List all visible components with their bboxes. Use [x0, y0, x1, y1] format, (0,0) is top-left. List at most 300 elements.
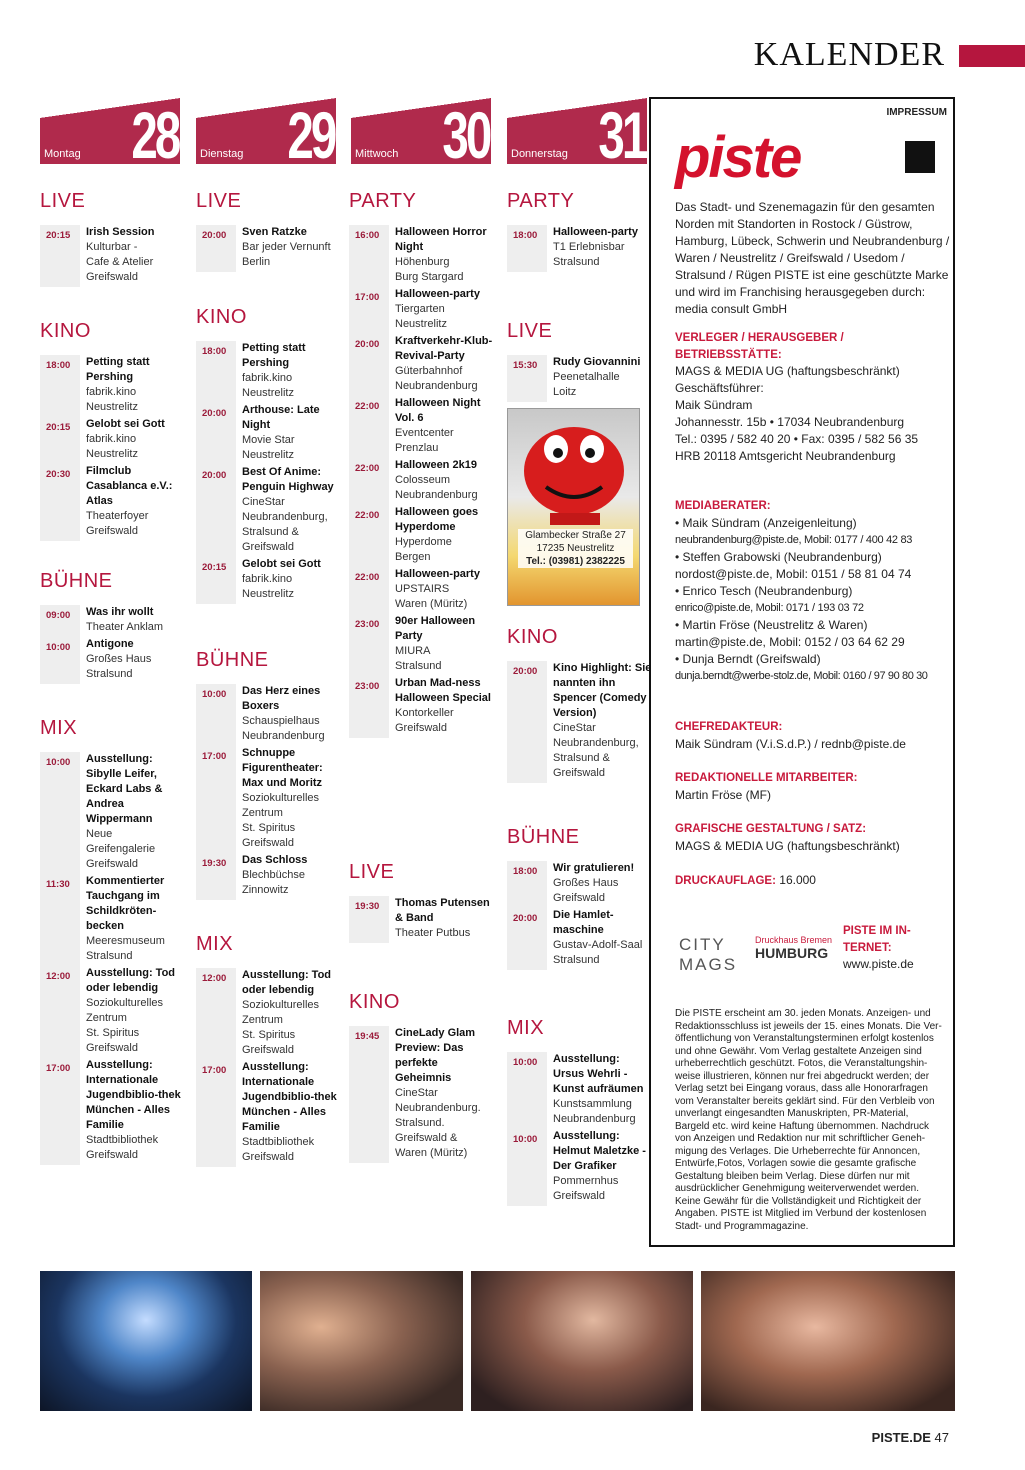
event-entry [507, 1129, 652, 1206]
day-name: Montag [44, 148, 81, 160]
event-entry [349, 567, 494, 614]
event-title: Halloween Night Vol. 6 [395, 397, 481, 424]
event-venue-line: CineStar [395, 1087, 438, 1099]
line: • Martin Fröse (Neustrelitz & Waren) [675, 618, 868, 632]
event-title: Sven Ratzke [242, 226, 307, 238]
day-name: Mittwoch [355, 148, 399, 160]
event-entry [349, 396, 494, 458]
event-body [80, 417, 185, 464]
event-body [389, 334, 494, 396]
section [507, 320, 652, 402]
event-time: 10:00 [40, 752, 80, 874]
event-time: 18:00 [196, 341, 236, 403]
event-venue-line: Neubrandenburg [395, 489, 478, 501]
event-venue-line: Kunstsammlung [553, 1098, 632, 1110]
redaktion-text: Martin Fröse (MF) [675, 788, 771, 802]
event-venue-line: Zentrum [242, 807, 283, 819]
event-time: 15:30 [507, 355, 547, 402]
day-number: 29 [286, 98, 334, 164]
event-time: 20:00 [507, 661, 547, 783]
event-body [236, 853, 341, 900]
event-venue-line: Soziokulturelles [242, 999, 320, 1011]
event-body [547, 661, 652, 783]
druckhaus-brand: HUMBURG [755, 945, 829, 961]
section-heading: MIX [196, 933, 234, 955]
event-body [80, 605, 185, 637]
event-venue-line: Kontorkeller [395, 707, 454, 719]
event-entry [507, 355, 652, 402]
event-entry [40, 1058, 185, 1165]
event-title: Gelobt sei Gott [86, 418, 165, 430]
event-venue-line: Theaterfoyer [86, 510, 149, 522]
event-venue-line: Theater Putbus [395, 927, 471, 939]
event-entry [196, 341, 341, 403]
event-body [80, 355, 185, 417]
internet-url[interactable]: www.piste.de [843, 957, 914, 971]
event-venue-line: Tiergarten [395, 303, 445, 315]
section-heading: KINO [507, 626, 558, 648]
section [507, 190, 652, 272]
event-entry [196, 403, 341, 465]
event-time: 17:00 [196, 1060, 236, 1167]
event-entry [507, 908, 652, 970]
event-title: Halloween-party [395, 288, 480, 300]
line: • Maik Sündram (Anzeigenleitung) [675, 516, 857, 530]
event-time: 20:00 [507, 908, 547, 970]
event-body [80, 464, 185, 541]
event-venue-line: Waren (Müritz) [395, 598, 468, 610]
internet-block [843, 922, 948, 972]
event-body [80, 1058, 185, 1165]
event-venue-line: Hyperdome [395, 536, 452, 548]
event-time: 18:00 [40, 355, 80, 417]
event-entry [196, 746, 341, 853]
event-venue-line: Greifswald [242, 541, 294, 553]
event-body [236, 1060, 341, 1167]
day-name: Donnerstag [511, 148, 568, 160]
event-time: 12:00 [196, 968, 236, 1060]
event-venue-line: Greifswald [553, 1190, 605, 1202]
event-body [547, 908, 652, 970]
event-venue-line: Zinnowitz [242, 884, 289, 896]
event-time: 17:00 [196, 746, 236, 853]
section [196, 306, 341, 604]
line: • Dunja Berndt (Greifswald) [675, 652, 821, 666]
event-title: Petting statt Pershing [86, 356, 150, 383]
event-venue-line: Höhenburg [395, 256, 450, 268]
event-venue-line: Burg Stargard [395, 271, 464, 283]
event-venue-line: Greifswald [86, 525, 138, 537]
event-body [236, 746, 341, 853]
event-venue-line: Stadtbibliothek [242, 1136, 315, 1148]
event-body [236, 225, 341, 272]
email-line[interactable]: enrico@piste.de, Mobil: 0171 / 193 03 72 [675, 602, 864, 614]
event-title: Ausstellung: Internationale Jugendbiblio-thek München - Alles Familie [242, 1061, 337, 1133]
event-time: 23:00 [349, 676, 389, 738]
legal-text: Die PISTE erscheint am 30. jeden Monats. Anzeigen- und Redaktionsschluss ist jeweils der 15. eines Monats. Die Ver-öffentlichung von Veranstaltungsterminen erfolgt kostenlos und ohne Gewähr. Vom Verlag gestaltete Anzeigen sind urheberrechtlich geschützt. Fotos, die Veranstaltungshin-weise illustrieren, können nur frei abgedruckt werden; der Verlag setzt bei Eingang voraus, dass alle Honorarfragen vom Veranstalter bereits geklärt sind. Für den Verbleib von unverlangt eingesandten Manuskripten, PR-Material, Bargeld etc. wird keine Haftung übernommen. Nachdruck von Anzeigen und Redaktion nur mit schriftlicher Geneh-migung des Verlages. Die Urheberrechte für Annoncen, Entwürfe,Fotos, Vorlagen sowie die gesamte grafische Gestaltung bleiben beim Verlag. Diese dürfen nur mit ausdrücklicher Genehmigung weiterverwendet werden. Keine Gewähr für die Vollständigkeit und Richtigkeit der Angaben. PISTE ist Mitglied im Verbund der kostenlosen Stadt- und Programmagazine. [675, 1008, 942, 1232]
event-time: 22:00 [349, 458, 389, 505]
section-heading: LIVE [349, 861, 395, 883]
event-entry [196, 853, 341, 900]
event-venue-line: Greifswald [395, 722, 447, 734]
event-title: Antigone [86, 638, 134, 650]
event-time: 12:00 [40, 966, 80, 1058]
page-footer [872, 1430, 949, 1445]
event-entry [40, 605, 185, 637]
event-venue-line: Greifswald [553, 892, 605, 904]
page-number: 47 [934, 1430, 949, 1445]
event-time: 20:15 [196, 557, 236, 604]
event-entry [40, 464, 185, 541]
event-title: Ausstellung: Tod oder lebendig [242, 969, 332, 996]
section [507, 626, 652, 783]
internet-label: PISTE IM IN-TERNET: [843, 925, 911, 954]
photo-two-women [260, 1271, 463, 1411]
event-venue-line: Greifswald [242, 837, 294, 849]
section [507, 826, 652, 970]
event-time: 17:00 [40, 1058, 80, 1165]
section [349, 190, 494, 738]
event-title: Kraftverkehr-Klub-Revival-Party [395, 335, 493, 362]
event-venue-line: Neubrandenburg, [242, 511, 328, 523]
event-time: 22:00 [349, 567, 389, 614]
event-venue-line: Stralsund [553, 954, 600, 966]
event-venue-line: UPSTAIRS [395, 583, 450, 595]
event-title: Halloween 2k19 [395, 459, 477, 471]
event-venue-line: Blechbüchse [242, 869, 305, 881]
event-venue-line: Neubrandenburg [395, 380, 478, 392]
event-venue-line: Meeresmuseum [86, 935, 165, 947]
event-body [547, 861, 652, 908]
day-number: 28 [130, 98, 178, 164]
photo-two-friends [701, 1271, 955, 1411]
event-body [236, 968, 341, 1060]
event-body [547, 355, 652, 402]
event-title: Filmclub Casablanca e.V.: Atlas [86, 465, 173, 507]
event-title: Ausstellung: Tod oder lebendig [86, 967, 176, 994]
event-time: 16:00 [349, 225, 389, 287]
event-venue-line: Greifswald & [395, 1132, 458, 1144]
chef-text: Maik Sündram (V.i.S.d.P.) / rednb@piste.de [675, 737, 906, 751]
event-body [389, 1026, 494, 1163]
section [196, 190, 341, 272]
event-title: Das Schloss [242, 854, 308, 866]
event-body [389, 896, 494, 943]
event-time: 10:00 [507, 1052, 547, 1129]
impressum-box [649, 97, 955, 1247]
event-entry [507, 1052, 652, 1129]
event-time: 20:00 [196, 225, 236, 272]
event-venue-line: Neubrandenburg [553, 1113, 636, 1125]
day-header-tuesday [196, 98, 336, 164]
event-body [236, 465, 341, 557]
event-title: Schnuppe Figurentheater: Max und Moritz [242, 747, 323, 789]
email-line[interactable]: neubrandenburg@piste.de, Mobil: 0177 / 400 42 83 [675, 534, 913, 546]
event-venue-line: Prenzlau [395, 442, 439, 454]
event-venue-line: Movie Star [242, 434, 295, 446]
event-body [80, 874, 185, 966]
email-line[interactable]: dunja.berndt@werbe-stolz.de, Mobil: 0160 / 97 90 80 30 [675, 670, 928, 682]
section [40, 320, 185, 541]
event-time: 20:00 [196, 403, 236, 465]
event-title: Irish Session [86, 226, 155, 238]
event-title: Ausstellung: Internationale Jugendbiblio-thek München - Alles Familie [86, 1059, 181, 1131]
event-title: Das Herz eines Boxers [242, 685, 321, 712]
event-venue-line: fabrik.kino [86, 386, 137, 398]
event-venue-line: Loitz [553, 386, 577, 398]
event-entry [40, 225, 185, 287]
event-title: Kommentierter Tauchgang im Schildkröten-becken [86, 875, 165, 932]
event-venue-line: Stralsund [86, 668, 133, 680]
event-venue-line: St. Spiritus [242, 1029, 296, 1041]
event-venue-line: Waren (Müritz) [395, 1147, 468, 1159]
event-title: Wir gratulieren! [553, 862, 635, 874]
event-venue-line: Kulturbar - [86, 241, 138, 253]
event-entry [349, 458, 494, 505]
event-title: Die Hamlet-maschine [553, 909, 614, 936]
section-heading: MIX [507, 1017, 545, 1039]
event-entry [40, 752, 185, 874]
event-venue-line: Zentrum [242, 1014, 283, 1026]
logo-city: CITY [679, 935, 726, 954]
druck-label: DRUCKAUFLAGE: [675, 875, 776, 887]
event-body [547, 225, 652, 272]
event-body [236, 341, 341, 403]
event-time: 22:00 [349, 396, 389, 458]
druckhaus-logo [755, 935, 833, 961]
day-name: Dienstag [200, 148, 244, 160]
section-heading: BÜHNE [40, 570, 113, 592]
page-title: KALENDER [753, 36, 945, 73]
event-title: 90er Halloween Party [395, 615, 476, 642]
event-title: Gelobt sei Gott [242, 558, 321, 570]
event-time: 20:15 [40, 225, 80, 287]
verleger-list [675, 363, 950, 465]
druck-value: 16.000 [779, 873, 816, 887]
event-venue-line: Neustrelitz [242, 449, 294, 461]
event-body [80, 752, 185, 874]
line: Maik Sündram [675, 398, 753, 412]
event-venue-line: Theater Anklam [86, 621, 164, 633]
section [507, 1017, 652, 1206]
event-entry [349, 676, 494, 738]
event-venue-line: CineStar [553, 722, 596, 734]
event-venue-line: Soziokulturelles [242, 792, 320, 804]
event-venue-line: Greifswald [242, 1151, 294, 1163]
section [40, 717, 185, 1165]
event-time: 11:30 [40, 874, 80, 966]
event-body [389, 458, 494, 505]
title-accent-bar [959, 45, 1025, 67]
line: Johannesstr. 15b • 17034 Neubrandenburg [675, 415, 905, 429]
line: • Enrico Tesch (Neubrandenburg) [675, 584, 853, 598]
event-time: 19:45 [349, 1026, 389, 1163]
event-venue-line: Stralsund & [553, 752, 610, 764]
line: Tel.: 0395 / 582 40 20 • Fax: 0395 / 582 56 35 [675, 432, 919, 446]
event-time: 19:30 [349, 896, 389, 943]
email-line[interactable]: martin@piste.de, Mobil: 0152 / 03 64 62 29 [675, 635, 905, 649]
event-entry [349, 334, 494, 396]
event-time: 20:15 [40, 417, 80, 464]
line: • Steffen Grabowski (Neubrandenburg) [675, 550, 882, 564]
event-title: Halloween goes Hyperdome [395, 506, 479, 533]
event-entry [349, 505, 494, 567]
event-time: 19:30 [196, 853, 236, 900]
section-heading: KINO [196, 306, 247, 328]
event-venue-line: Peenetalhalle [553, 371, 620, 383]
event-body [389, 287, 494, 334]
event-venue-line: Neue [86, 828, 113, 840]
photo-concert-stage [40, 1271, 252, 1411]
logo-mags: MAGS [679, 955, 738, 974]
event-entry [40, 417, 185, 464]
event-venue-line: Neustrelitz [86, 401, 138, 413]
ad-address: Glambecker Straße 27 [525, 530, 626, 541]
event-entry [349, 896, 494, 943]
event-body [236, 684, 341, 746]
event-body [389, 676, 494, 738]
event-time: 18:00 [507, 225, 547, 272]
event-venue-line: Neustrelitz [242, 588, 294, 600]
event-venue-line: Stralsund & [242, 526, 299, 538]
event-venue-line: Colosseum [395, 474, 451, 486]
event-venue-line: Greifswald [86, 1149, 138, 1161]
event-venue-line: Berlin [242, 256, 271, 268]
event-entry [40, 874, 185, 966]
day-number: 31 [597, 98, 645, 164]
event-entry [196, 968, 341, 1060]
event-title: Urban Mad-ness Halloween Special [395, 677, 491, 704]
event-venue-line: fabrik.kino [86, 433, 137, 445]
event-body [547, 1052, 652, 1129]
ad-city: 17235 Neustrelitz [536, 543, 615, 554]
line: HRB 20118 Amtsgericht Neubrandenburg [675, 449, 896, 463]
event-venue-line: Cafe & Atelier [86, 256, 154, 268]
footer-site: PISTE.DE [871, 1430, 931, 1445]
email-line[interactable]: nordost@piste.de, Mobil: 0151 / 58 81 04 74 [675, 567, 912, 581]
event-body [389, 505, 494, 567]
event-body [80, 966, 185, 1058]
chef-heading: CHEFREDAKTEUR: [675, 721, 783, 733]
section-heading: LIVE [507, 320, 553, 342]
event-venue-line: Greifengalerie [86, 843, 156, 855]
event-time: 10:00 [40, 637, 80, 684]
event-body [389, 396, 494, 458]
section-heading: KINO [40, 320, 91, 342]
mediaberater-heading: MEDIABERATER: [675, 500, 771, 512]
piste-logo [673, 129, 943, 189]
intro-text: Das Stadt- und Szenemagazin für den gesamten Norden mit Standorten in Rostock / Güstrow, Hamburg, Lübeck, Schwerin und Neubrandenburg / Waren / Neustrelitz / Greifswald / Usedom / Stralsund / Rügen PISTE ist eine geschützte Marke und wird im Franchising herausgegeben durch: media consult GmbH [675, 200, 950, 316]
redaktion-heading: REDAKTIONELLE MITARBEITER: [675, 772, 858, 784]
section-heading: PARTY [507, 190, 575, 212]
event-venue-line: fabrik.kino [242, 372, 293, 384]
event-time: 20:00 [196, 465, 236, 557]
event-body [389, 567, 494, 614]
event-time: 20:30 [40, 464, 80, 541]
event-time: 23:00 [349, 614, 389, 676]
event-venue-line: Neustrelitz [86, 448, 138, 460]
event-entry [507, 861, 652, 908]
event-venue-line: Soziokulturelles [86, 997, 164, 1009]
event-venue-line: Bar jeder Vernunft [242, 241, 331, 253]
event-venue-line: St. Spiritus [86, 1027, 140, 1039]
section-heading: KINO [349, 991, 400, 1013]
event-venue-line: Pommernhus [553, 1175, 619, 1187]
section [196, 933, 341, 1167]
event-venue-line: Bergen [395, 551, 431, 563]
event-title: Kino Highlight: Sie nannten ihn Spencer (Comedy Version) [553, 662, 652, 719]
event-entry [349, 1026, 494, 1163]
line: Geschäftsführer: [675, 381, 764, 395]
section-heading: LIVE [196, 190, 242, 212]
day-header-monday [40, 98, 180, 164]
event-entry [40, 966, 185, 1058]
event-title: Best Of Anime: Penguin Highway [242, 466, 334, 493]
event-title: Petting statt Pershing [242, 342, 306, 369]
event-body [80, 637, 185, 684]
event-entry [40, 355, 185, 417]
event-venue-line: Stralsund [553, 256, 600, 268]
event-title: Ausstellung: Ursus Wehrli - Kunst aufräumen [553, 1053, 644, 1095]
event-title: Rudy Giovannini [553, 356, 641, 368]
event-venue-line: Stralsund. [395, 1117, 445, 1129]
section-heading: PARTY [349, 190, 417, 212]
event-body [389, 614, 494, 676]
event-venue-line: Neustrelitz [242, 387, 294, 399]
line: MAGS & MEDIA UG (haftungsbeschränkt) [675, 364, 900, 378]
event-time: 09:00 [40, 605, 80, 637]
pizza-mascot-icon [508, 409, 640, 529]
impressum-heading: IMPRESSUM [886, 107, 947, 118]
event-venue-line: Neubrandenburg [242, 730, 325, 742]
event-venue-line: Großes Haus [553, 877, 619, 889]
druckhaus-name: Druckhaus Bremen [755, 935, 833, 945]
event-time: 10:00 [507, 1129, 547, 1206]
event-venue-line: Zentrum [86, 1012, 127, 1024]
druckauflage [675, 872, 950, 890]
event-venue-line: Gustav-Adolf-Saal [553, 939, 643, 951]
event-title: Ausstellung: Sibylle Leifer, Eckard Labs & Andrea Wippermann [86, 753, 163, 825]
event-venue-line: Güterbahnhof [395, 365, 463, 377]
event-venue-line: Eventcenter [395, 427, 454, 439]
section-heading: MIX [40, 717, 78, 739]
section [40, 570, 185, 684]
event-time: 22:00 [349, 505, 389, 567]
event-entry [196, 225, 341, 272]
event-body [80, 225, 185, 287]
event-venue-line: Stralsund [395, 660, 442, 672]
grafik-text: MAGS & MEDIA UG (haftungsbeschränkt) [675, 839, 900, 853]
day-number: 30 [441, 98, 489, 164]
event-title: Halloween-party [395, 568, 480, 580]
logo-text: piste [675, 129, 801, 189]
event-entry [349, 225, 494, 287]
event-venue-line: Greifswald [242, 1044, 294, 1056]
event-venue-line: Neubrandenburg. [395, 1102, 481, 1114]
event-venue-line: Stralsund [86, 950, 133, 962]
event-venue-line: CineStar [242, 496, 285, 508]
event-entry [196, 684, 341, 746]
event-body [389, 225, 494, 287]
event-body [236, 557, 341, 604]
section-heading: LIVE [40, 190, 86, 212]
section [196, 649, 341, 900]
event-title: Arthouse: Late Night [242, 404, 320, 431]
event-time: 20:00 [349, 334, 389, 396]
verleger-heading: VERLEGER / HERAUSGEBER / BETRIEBSSTÄTTE: [675, 332, 844, 361]
event-venue-line: Greifswald [86, 271, 138, 283]
event-entry [40, 637, 185, 684]
